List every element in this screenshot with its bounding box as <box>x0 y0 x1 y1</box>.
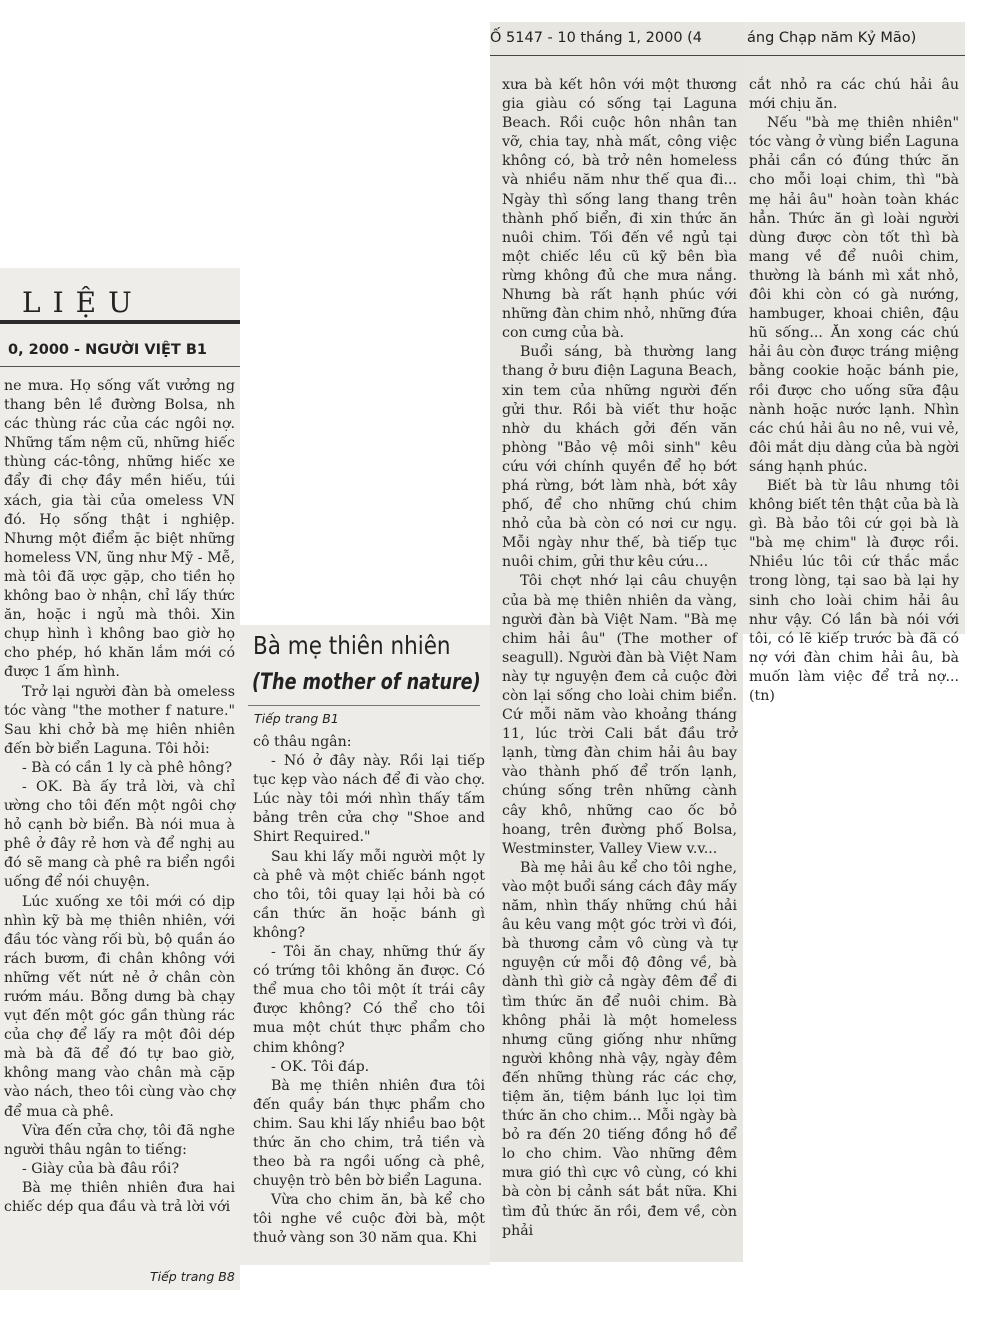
issue-header: Ố 5147 - 10 tháng 1, 2000 (4 <box>490 30 703 46</box>
dateline-rule <box>0 366 240 367</box>
paragraph: Trở lại người đàn bà omeless tóc vàng "the mother f nature." Sau khi chở bà mẹ hiên nhiên đến bờ biển Laguna. Tôi hỏi: <box>4 683 235 757</box>
paragraph: - OK. Tôi đáp. <box>271 1058 370 1075</box>
paragraph: xưa bà kết hôn với một thương gia giàu có sống tại Laguna Beach. Rồi cuộc hôn nhân tan vỡ, chia tay, nhà mất, công việc không có, bà trở nên homeless và nhiều năm như thế qua đi... Ngày thì sống lang thang trên thành phố biển, đi xin thức ăn nuôi chim. Tối đến về ngủ tại một chiếc lều cũ kỹ bên bìa rừng không đủ che mưa nắng. Nhưng bà rất hạnh phúc với những đàn chim nhỏ, những đứa con cưng của bà. <box>502 77 737 342</box>
paragraph: - Nó ở đây này. Rồi lại tiếp tục kẹp vào nách để đi vào chợ. Lúc này tôi mới nhìn thấy tấm bảng trên cửa chợ "Shoe and Shirt Required." <box>253 753 485 846</box>
paragraph: Nếu "bà mẹ thiên nhiên" tóc vàng ở vùng biển Laguna phải cần có đúng thức ăn cho mỗi loại chim, thì "bà mẹ hải âu" hoàn toàn khác hẳn. Thức ăn gì loài người dùng được còn tốt thì bà mang về để nuôi chim, thường là bánh mì xắt nhỏ, đôi khi còn có gà nướng, hambuger, khoai chiên, đậu hũ sống... Ăn xong các chú hải âu còn được tráng miệng bằng cookie hoặc bánh pie, rồi được cho uống sữa đậu nành hoặc nước lạnh. Nhìn các chú hải âu no nê, vui vẻ, đôi mắt dịu dàng của bà ngời sáng hạnh phúc. <box>749 115 959 475</box>
section-title: LIỆU <box>22 286 144 319</box>
paragraph: - OK. Bà ấy trả lời, và chỉ ường cho tôi đến một ngôi chợ hỏ cạnh bờ biển. Bà nói mua à phê ở đây rẻ hơn và để nghị au đó sẽ mang cà phê ra biển ngồi uống để nói chuyện. <box>4 778 235 891</box>
headline: Bà mẹ thiên nhiên <box>253 631 451 660</box>
paragraph: Bà mẹ thiên nhiên đưa tôi đến quầy bán thực phẩm cho chim. Sau khi lấy nhiều bao bột thức ăn cho chim, trả tiền và theo bà ra ngồi uống cà phê, chuyện trò bên bờ biển Laguna. <box>253 1077 485 1190</box>
subheadline: (The mother of nature) <box>252 670 481 695</box>
paragraph: Biết bà từ lâu nhưng tôi không biết tên thật của bà là gì. Bà bảo tôi cứ gọi bà là "bà mẹ chim" là được rồi. Nhiều lúc tôi cứ thắc mắc trong lòng, tại sao bà lại hy sinh cho loài chim hải âu như vậy. Có lần bà nói với tôi, có lẽ kiếp trước bà đã có nợ với đàn chim hải âu, bà muốn làm việc để trả nợ...(tn) <box>749 477 959 704</box>
paragraph: Vừa đến cửa chợ, tôi đã nghe người thâu ngân to tiếng: <box>4 1122 235 1158</box>
paragraph: Bà mẹ hải âu kể cho tôi nghe, vào một buổi sáng cách đây mấy năm, nhìn thấy những chú hải âu kêu vang một góc trời vì đói, bà thương cảm vô cùng và tự nguyện cứ mỗi độ đông về, bà dành thì giờ cả ngày đêm để đi tìm thức ăn để nuôi chim. Bà không phải là một homeless nhưng cũng giống như những người không nhà vậy, ngày đêm đến những thùng rác các chợ, tiệm ăn, tiệm bánh lục lọi tìm thức ăn cho chim... Mỗi ngày bà bỏ ra đến 20 tiếng đồng hồ để lo cho chim. Vào những đêm mưa gió thì cực vô cùng, có khi bà còn bị cảnh sát bắt nữa. Khi tìm đủ thức ăn rồi, đem về, còn phải <box>502 859 737 1239</box>
right-center-clipping <box>490 22 743 1262</box>
continued-from-note: Tiếp trang B1 <box>254 711 339 726</box>
paragraph: Sau khi lấy mỗi người một ly cà phê và một chiếc bánh ngọt cho tôi, tôi quay lại hỏi bà có cần thức ăn hoặc bánh gì không? <box>253 848 485 941</box>
paragraph: - Giày của bà đâu rồi? <box>22 1160 180 1177</box>
header-rule <box>743 55 965 56</box>
far-right-clipping <box>743 22 965 704</box>
article-body-left <box>4 377 235 1217</box>
article-body-middle <box>253 733 485 1249</box>
middle-clipping <box>240 625 490 1265</box>
paragraph: Lúc xuống xe tôi mới có dịp nhìn kỹ bà mẹ thiên nhiên, với đầu tóc vàng rối bù, bộ quần áo rách bươm, đi chân không với những vết nứt nẻ ở chân còn rướm máu. Bỗng dưng bà chạy vụt đến một góc gần thùng rác của chợ để lấy ra một đôi dép mà bà đã để đó tự bao giờ, không mang vào chân mà cặp vào nách, theo tôi cùng vào chợ để mua cà phê. <box>4 893 235 1120</box>
continued-on-note: Tiếp trang B8 <box>150 1269 235 1284</box>
article-body-right-center <box>502 76 737 1241</box>
left-clipping <box>0 268 240 1290</box>
section-rule <box>0 320 240 324</box>
paragraph: cô thâu ngân: <box>253 734 352 750</box>
paragraph: Vừa cho chim ăn, bà kể cho tôi nghe về cuộc đời bà, một thuở vàng son 30 năm qua. Khi <box>253 1192 485 1247</box>
lunar-date-header: áng Chạp năm Kỷ Mão) <box>747 30 917 46</box>
paragraph: cắt nhỏ ra các chú hải âu mới chịu ăn. <box>749 77 959 113</box>
header-rule <box>490 55 743 56</box>
article-body-far-right <box>749 76 959 706</box>
paragraph: Tôi chợt nhớ lại câu chuyện của bà mẹ thiên nhiên da vàng, người đàn bà Việt Nam. "Bà mẹ chim hải âu" (The mother of seagull). Người đàn bà Việt Nam này tự nguyện đem cả cuộc đời còn lại sống cho loài chim biển. Cứ mỗi năm vào khoảng tháng 11, lúc trời Cali bắt đầu trở lạnh, từng đàn chim hải âu bay vào thành phố để trốn lạnh, chúng sống trên những cành cây khô, những cao ốc bỏ hoang, trên đường phố Bolsa, Westminster, Valley View v.v... <box>502 573 737 857</box>
paragraph: Buổi sáng, bà thường lang thang ở bưu điện Laguna Beach, xin tem của những người đến gửi thư. Rồi bà viết thư hoặc nhờ du khách gởi đến văn phòng "Bảo vệ môi sinh" kêu cứu với chính quyền để họ bớt phá rừng, bớt làm nhà, bớt xây phố, để cho những chú chim nhỏ của bà còn có nơi cư ngụ. Mỗi ngày như thế, bà tiếp tục nuôi chim, gửi thư kêu cứu... <box>502 344 737 571</box>
dateline: 0, 2000 - NGƯỜI VIỆT B1 <box>8 342 207 358</box>
paragraph: ne mưa. Họ sống vất vưởng ng thang bên lề đường Bolsa, nh các thùng rác của các ngôi nợ. Những tấm nệm cũ, những hiếc thùng các-tông, những hiếc xe đẩy đi chợ đầy mền hiếu, túi xách, gia tài của omeless VN đó. Họ sống thật i nghiệp. Nhưng một điểm ặc biệt những homeless VN, ũng như Mỹ - Mễ, mà tôi đã ược gặp, cho tiền họ không bao ờ nhận, chỉ lấy thức ăn, hoặc i ngủ mà thôi. Xin chụp hình ì không bao giờ họ cho phép, hó khăn lắm mới có được 1 ấm hình. <box>4 378 235 681</box>
paragraph: - Bà có cần 1 ly cà phê hông? <box>22 759 233 776</box>
headline-rule <box>248 705 480 706</box>
paragraph: Bà mẹ thiên nhiên đưa hai chiếc dép qua đầu và trả lời với <box>4 1179 235 1216</box>
paragraph: - Tôi ăn chay, những thứ ấy có trứng tôi không ăn được. Có thể mua cho tôi một ít trái cây được không? Có thể cho tôi mua một chút thực phẩm cho chim không? <box>253 944 485 1056</box>
